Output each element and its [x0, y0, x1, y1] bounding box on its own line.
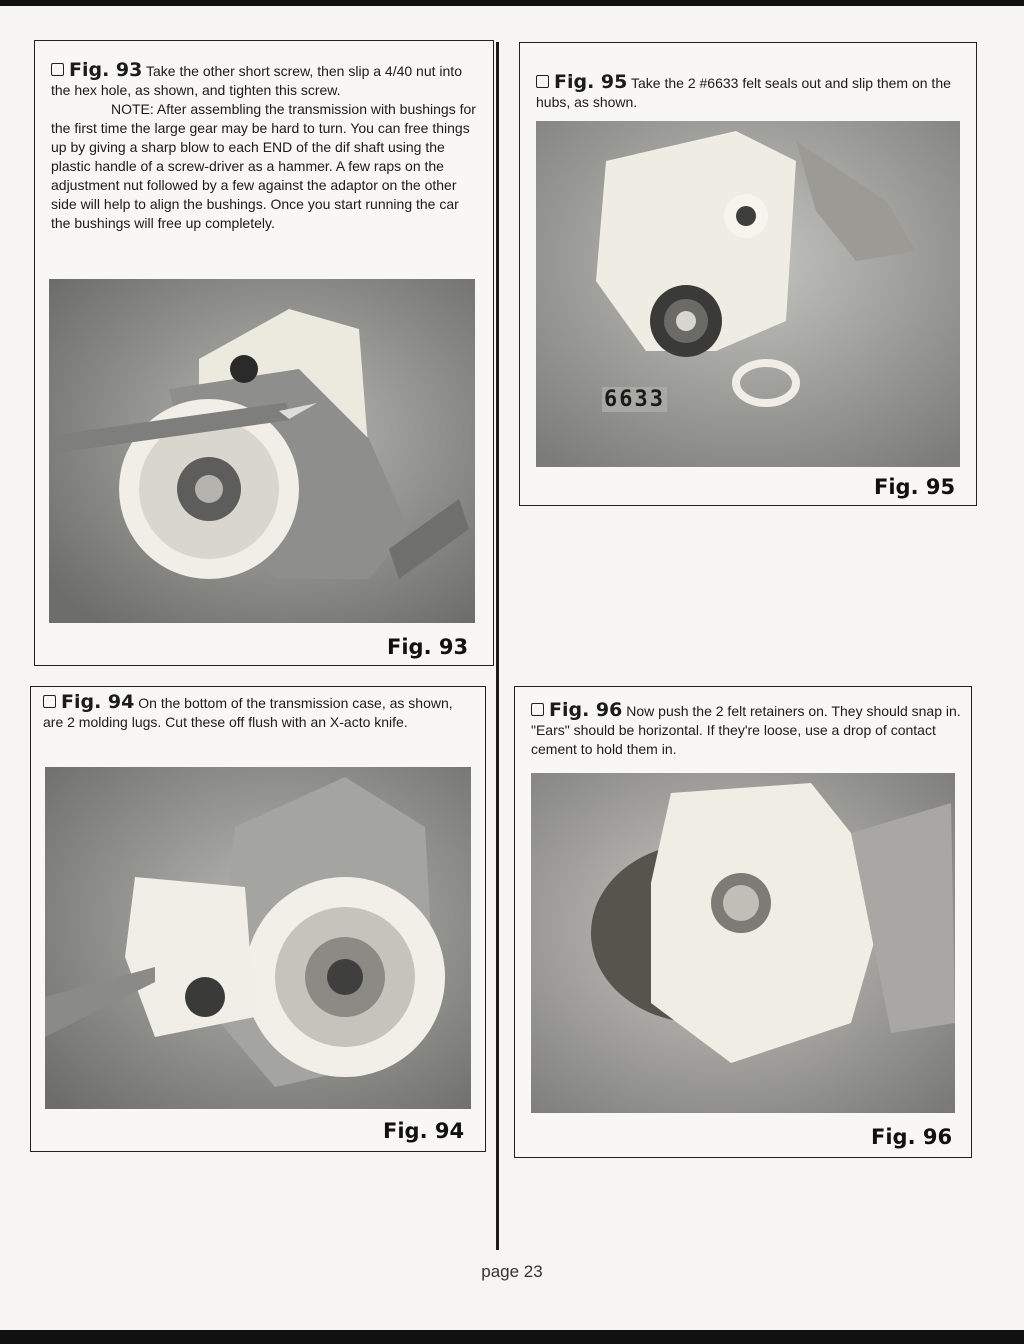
- fig93-note: NOTE: After assembling the transmission with bushings for the first time the large gear may be hard to turn. You can free things up by giving a sharp blow to each END of the dif shaft using the plastic handle of a screw-driver as a hammer. A few raps on the adjustment nut followed by a few against the adaptor on the other side will help to align the bushings. Once you start running the car the bushings will free up completely.: [51, 101, 476, 231]
- fig93-panel: [34, 40, 494, 666]
- fig93-caption-text: Take the other short screw, then slip a 4/40 nut into the hex hole, as shown, and tighten this screw.: [51, 63, 462, 98]
- fig95-caption: [536, 73, 966, 112]
- fig96-photo: [531, 773, 955, 1113]
- fig95-label: Fig. 95: [874, 475, 956, 499]
- fig95-caption-text: Take the 2 #6633 felt seals out and slip them on the hubs, as shown.: [536, 75, 951, 110]
- fig93-caption: [51, 61, 479, 233]
- checkbox-icon[interactable]: [43, 695, 56, 708]
- fig94-caption: [43, 693, 475, 732]
- page-number: page 23: [481, 1262, 543, 1281]
- fig96-label: Fig. 96: [871, 1125, 953, 1149]
- fig93-photo: [49, 279, 475, 623]
- page-edge-bottom: [0, 1330, 1024, 1344]
- fig93-caption-lead: Fig. 93: [69, 59, 143, 81]
- fig94-photo: [45, 767, 471, 1109]
- fig96-caption-lead: Fig. 96: [549, 699, 623, 721]
- fig95-panel: [519, 42, 977, 506]
- fig94-panel: [30, 686, 486, 1152]
- column-divider: [496, 42, 499, 1250]
- page-edge-top: [0, 0, 1024, 6]
- checkbox-icon[interactable]: [536, 75, 549, 88]
- fig94-label: Fig. 94: [383, 1119, 465, 1143]
- checkbox-icon[interactable]: [531, 703, 544, 716]
- fig96-caption: [531, 701, 961, 759]
- fig94-caption-text: On the bottom of the transmission case, as shown, are 2 molding lugs. Cut these off flush with an X-acto knife.: [43, 695, 453, 730]
- checkbox-icon[interactable]: [51, 63, 64, 76]
- fig96-caption-text: Now push the 2 felt retainers on. They should snap in. "Ears" should be horizontal. If they're loose, use a drop of contact cement to hold them in.: [531, 703, 961, 757]
- fig95-photo: [536, 121, 960, 467]
- fig95-caption-lead: Fig. 95: [554, 71, 628, 93]
- fig93-label: Fig. 93: [387, 635, 469, 659]
- fig95-part-callout: 6633: [604, 387, 665, 412]
- fig96-panel: [514, 686, 972, 1158]
- fig94-caption-lead: Fig. 94: [61, 691, 135, 713]
